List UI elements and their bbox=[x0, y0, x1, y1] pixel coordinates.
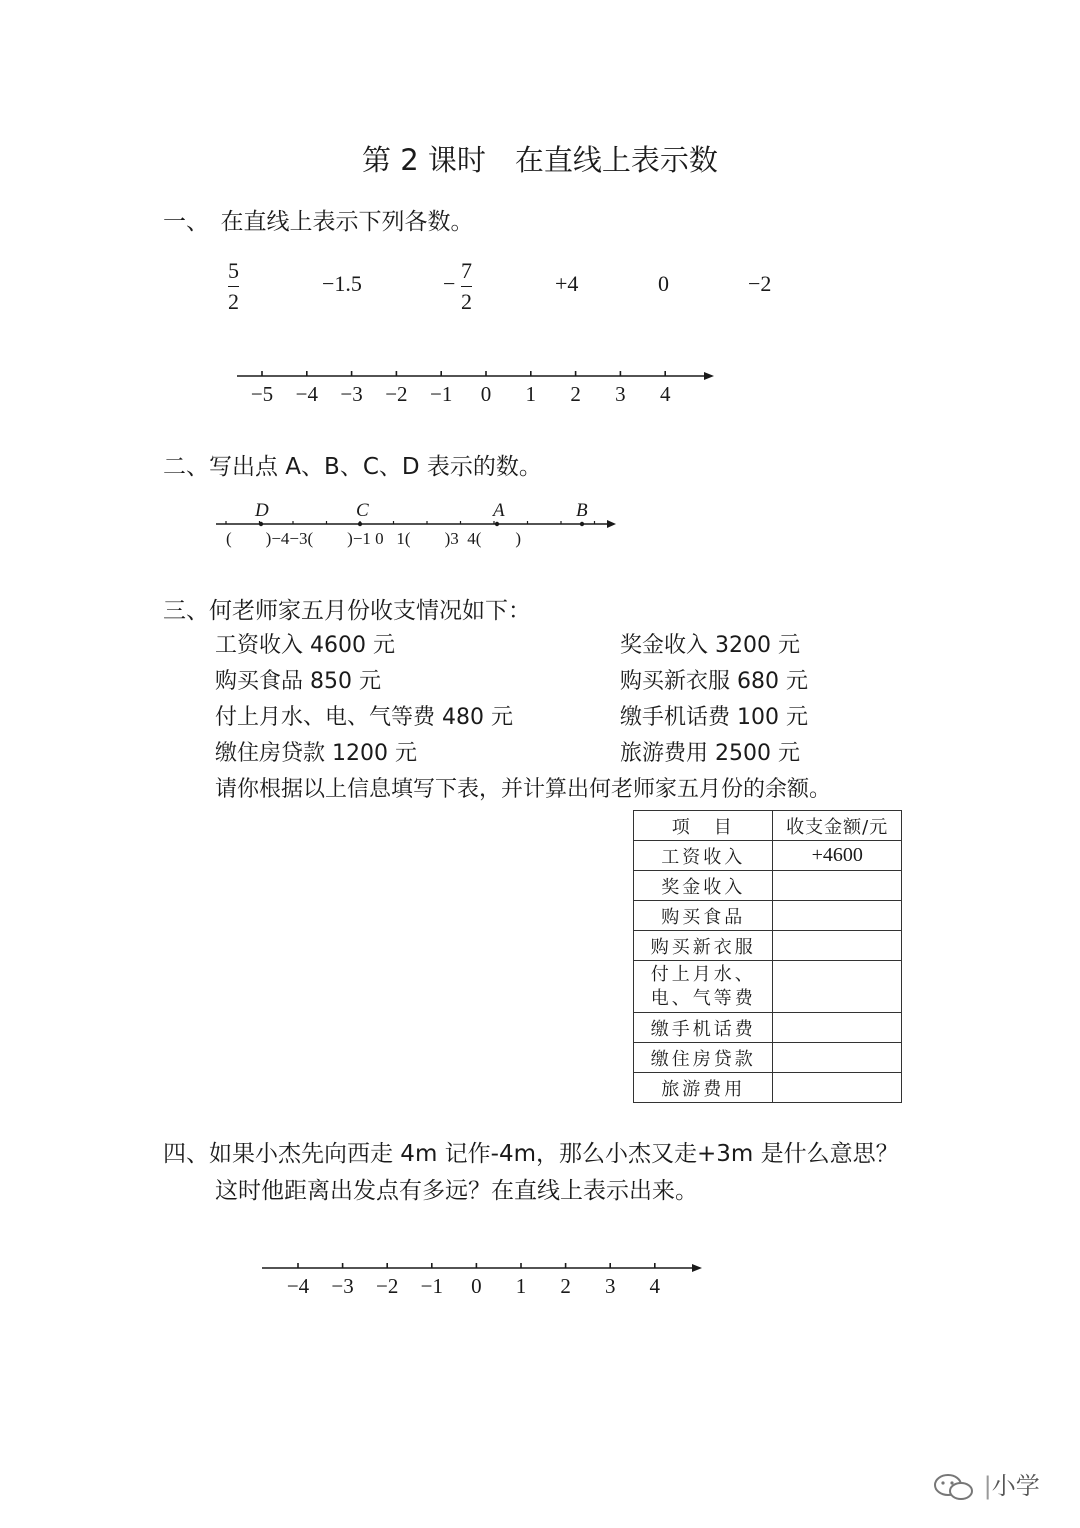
line1-tick-label: 1 bbox=[525, 382, 537, 406]
question-2-label: 二、写出点 A、B、C、D 表示的数。 bbox=[163, 454, 542, 480]
number-plus-4: +4 bbox=[555, 271, 579, 296]
income-item: 工资收入 4600 元 bbox=[215, 633, 395, 658]
arrow-icon bbox=[607, 520, 616, 528]
fraction-denominator: 2 bbox=[228, 286, 239, 317]
line1-tick-label: −5 bbox=[250, 382, 274, 406]
table-row bbox=[634, 841, 902, 871]
table-header-row bbox=[634, 811, 902, 841]
table-cell-item: 缴手机话费 bbox=[634, 1013, 773, 1043]
line4-tick-label: −1 bbox=[420, 1274, 443, 1298]
line1-tick-label: −3 bbox=[340, 382, 363, 406]
fraction-numerator: 7 bbox=[461, 258, 472, 283]
number-neg-2: −2 bbox=[748, 271, 772, 296]
table-cell-item: 缴住房贷款 bbox=[634, 1043, 773, 1073]
instruction-text: 请你根据以上信息填写下表，并计算出何老师家五月份的余额。 bbox=[215, 777, 832, 802]
line4-tick-label: −3 bbox=[331, 1274, 354, 1298]
expense-item: 缴手机话费 100 元 bbox=[620, 705, 808, 730]
fraction-denominator: 2 bbox=[461, 286, 472, 317]
table-cell-item: 购买食品 bbox=[634, 901, 773, 931]
line4-tick-label: −4 bbox=[286, 1274, 310, 1298]
point-label-d: D bbox=[255, 500, 269, 521]
line1-tick-label: 0 bbox=[480, 382, 492, 406]
table-row bbox=[634, 901, 902, 931]
fraction-sign: − bbox=[443, 271, 456, 296]
line4-tick-label: 4 bbox=[649, 1274, 661, 1298]
question-1-label: 一、 在直线上表示下列各数。 bbox=[163, 209, 474, 235]
number-neg-1-5: −1.5 bbox=[322, 271, 362, 296]
table-cell-item: 工资收入 bbox=[634, 841, 773, 871]
expense-item: 付上月水、电、气等费 480 元 bbox=[215, 705, 513, 730]
line1-tick-label: 2 bbox=[570, 382, 581, 406]
question-4-line-1: 四、如果小杰先向西走 4m 记作-4m，那么小杰又走+3m 是什么意思？ bbox=[163, 1141, 899, 1167]
line4-tick-label: 0 bbox=[471, 1274, 482, 1298]
table-cell-amount[interactable] bbox=[773, 1073, 902, 1103]
table-header: 项 目 bbox=[634, 811, 773, 841]
table-cell-item: 付上月水、电、气等费 bbox=[634, 961, 773, 1013]
point-label-a: A bbox=[493, 500, 505, 521]
number-zero: 0 bbox=[658, 271, 669, 296]
line1-tick-label: −1 bbox=[430, 382, 453, 406]
table-cell-amount[interactable] bbox=[773, 931, 902, 961]
table-row bbox=[634, 961, 902, 1013]
table-header: 收支金额/元 bbox=[773, 811, 902, 841]
point-dot bbox=[580, 522, 584, 526]
line4-tick-label: 2 bbox=[560, 1274, 571, 1298]
expense-item: 旅游费用 2500 元 bbox=[620, 741, 800, 766]
table-cell-item: 购买新衣服 bbox=[634, 931, 773, 961]
point-dot bbox=[495, 522, 499, 526]
point-label-b: B bbox=[576, 500, 588, 521]
table-row bbox=[634, 931, 902, 961]
page-title: 第 2 课时 在直线上表示数 bbox=[362, 143, 718, 177]
line1-tick-label: −4 bbox=[295, 382, 318, 406]
point-dot bbox=[259, 522, 263, 526]
arrow-icon bbox=[704, 372, 714, 380]
watermark-text: 小学 bbox=[991, 1472, 1040, 1500]
expense-item: 购买新衣服 680 元 bbox=[620, 669, 808, 694]
expense-item: 缴住房贷款 1200 元 bbox=[215, 741, 417, 766]
table-cell-amount[interactable]: +4600 bbox=[773, 841, 902, 871]
table-cell-item: 奖金收入 bbox=[634, 871, 773, 901]
line1-tick-label: −2 bbox=[385, 382, 408, 406]
line4-tick-label: 3 bbox=[604, 1274, 616, 1298]
table-cell-amount[interactable] bbox=[773, 871, 902, 901]
table-row bbox=[634, 871, 902, 901]
table-cell-amount[interactable] bbox=[773, 961, 902, 1013]
axis-blank-labels: ( )−4−3( )−1 0 1( )3 4( ) bbox=[226, 529, 522, 548]
watermark-divider: | bbox=[983, 1472, 992, 1500]
expense-item: 购买食品 850 元 bbox=[215, 669, 381, 694]
watermark bbox=[932, 1466, 1040, 1502]
table-cell-amount[interactable] bbox=[773, 901, 902, 931]
wechat-icon bbox=[932, 1472, 976, 1502]
table-row bbox=[634, 1043, 902, 1073]
arrow-icon bbox=[692, 1264, 702, 1272]
point-label-c: C bbox=[356, 500, 369, 521]
line1-tick-label: 4 bbox=[659, 382, 671, 406]
question-4-line-2: 这时他距离出发点有多远？在直线上表示出来。 bbox=[215, 1178, 698, 1204]
fraction-numerator: 5 bbox=[228, 258, 239, 283]
table-row bbox=[634, 1013, 902, 1043]
line1-tick-label: 3 bbox=[615, 382, 626, 406]
table-cell-item: 旅游费用 bbox=[634, 1073, 773, 1103]
point-dot bbox=[358, 522, 362, 526]
line4-tick-label: 1 bbox=[515, 1274, 527, 1298]
question-3-label: 三、何老师家五月份收支情况如下： bbox=[163, 598, 531, 624]
income-item: 奖金收入 3200 元 bbox=[620, 633, 800, 658]
table-cell-amount[interactable] bbox=[773, 1013, 902, 1043]
table-cell-amount[interactable] bbox=[773, 1043, 902, 1073]
table-row bbox=[634, 1073, 902, 1103]
line4-tick-label: −2 bbox=[376, 1274, 399, 1298]
finance-table bbox=[633, 810, 902, 1103]
